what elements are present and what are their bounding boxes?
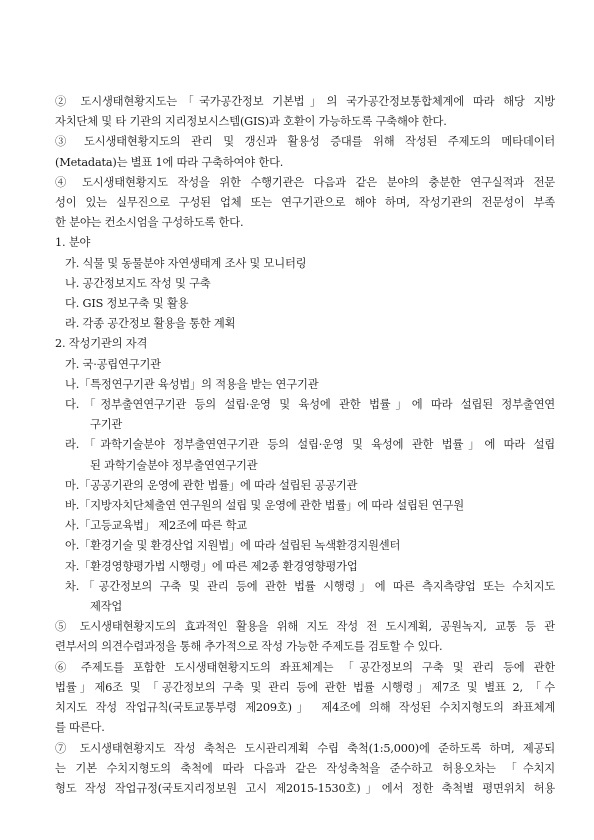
text-line: 자치단체 및 타 기관의 지리정보시스템(GIS)과 호환이 가능하도록 구축해야 한다. (55, 115, 447, 129)
text-line: ⑦ 도시생태현황지도 작성 축척은 도시관리계획 수립 축척(1:5,000)에 준하도록 하며, 제공되 (55, 741, 555, 755)
text-line: 나.「특정연구기관 육성법」의 적용을 받는 연구기관 (65, 377, 319, 391)
text-line: 차.「공간정보의 구축 및 관리 등에 관한 법률 시행령」에 따른 측지측량업 또는 수치지도 (65, 579, 555, 593)
text-line: ③ 도시생태현황지도의 관리 및 갱신과 활용성 증대를 위해 작성된 주제도의 메타데이터 (55, 135, 555, 149)
text-line: 다. GIS 정보구축 및 활용 (65, 297, 189, 311)
text-line: ⑤ 도시생태현황지도의 효과적인 활용을 위해 지도 작성 전 도시계획, 공원녹지, 교통 등 관 (55, 620, 555, 634)
text-line: 를 따른다. (55, 721, 105, 735)
text-line: 아.「환경기술 및 환경산업 지원법」에 따라 설립된 녹색환경지원센터 (65, 539, 401, 553)
text-line: 성이 있는 실무진으로 구성된 업체 또는 연구기관으로 해야 하며, 작성기관의 전문성이 부족 (55, 196, 555, 210)
text-line: 된 과학기술분야 정부출연연구기관 (90, 458, 258, 472)
text-line: ⑥ 주제도를 포함한 도시생태현황지도의 좌표체계는 「공간정보의 구축 및 관리 등에 관한 (55, 660, 555, 674)
text-line: 가. 국·공립연구기관 (65, 357, 161, 371)
text-line: 1. 분야 (55, 236, 91, 250)
text-line: 가. 식물 및 동물분야 자연생태계 조사 및 모니터링 (65, 256, 307, 270)
text-line: ② 도시생태현황지도는「국가공간정보 기본법」의 국가공간정보통합체계에 따라 해당 지방 (55, 95, 555, 108)
text-line: 한 분야는 컨소시엄을 구성하도록 한다. (55, 216, 244, 230)
text-line: (Metadata)는 별표 1에 따라 구축하여야 한다. (55, 155, 284, 169)
text-line: 형도 작성 작업규정(국토지리정보원 고시 제2015-1530호)」에서 정한 축척별 평면위치 허용 (55, 781, 555, 795)
document-body (55, 92, 555, 799)
text-line: 다.「정부출연연구기관 등의 설립·운영 및 육성에 관한 법률」에 따라 설립된 정부출연연 (65, 398, 555, 412)
text-line: 바.「지방자치단체출연 연구원의 설립 및 운영에 관한 법률」에 따라 설립된 연구원 (65, 499, 464, 513)
text-line: 치지도 작성 작업규칙(국토교통부령 제209호)」 제4조에 의해 작성된 수치지형도의 좌표체계 (55, 701, 555, 715)
text-line: 자.「환경영향평가법 시행령」에 따른 제2종 환경영향평가업 (65, 559, 358, 573)
text-line: 사.「고등교육법」 제2조에 따른 학교 (65, 519, 248, 533)
text-line: 라. 각종 공간정보 활용을 통한 계획 (65, 317, 236, 331)
text-line: 련부서의 의견수렴과정을 통해 추가적으로 작성 가능한 주제도를 검토할 수 있다. (55, 640, 443, 654)
text-line: 법률」제6조 및 「공간정보의 구축 및 관리 등에 관한 법률 시행령」제7조 및 별표 2, 「수 (55, 680, 555, 694)
text-line: 구기관 (90, 418, 123, 432)
text-line: 는 기본 수치지형도의 축척에 따라 다음과 같은 작성축척을 준수하고 허용오차는 「수치지 (55, 761, 555, 775)
text-line: 2. 작성기관의 자격 (55, 337, 148, 351)
text-line: 라.「과학기술분야 정부출연연구기관 등의 설립·운영 및 육성에 관한 법률」에 따라 설립 (65, 438, 555, 452)
text-line: 나. 공간정보지도 작성 및 구축 (65, 276, 211, 290)
text-line: 마.「공공기관의 운영에 관한 법률」에 따라 설립된 공공기관 (65, 478, 358, 492)
text-line: ④ 도시생태현황지도 작성을 위한 수행기관은 다음과 같은 분야의 충분한 연구실적과 전문 (55, 175, 555, 189)
text-line: 제작업 (90, 600, 123, 614)
